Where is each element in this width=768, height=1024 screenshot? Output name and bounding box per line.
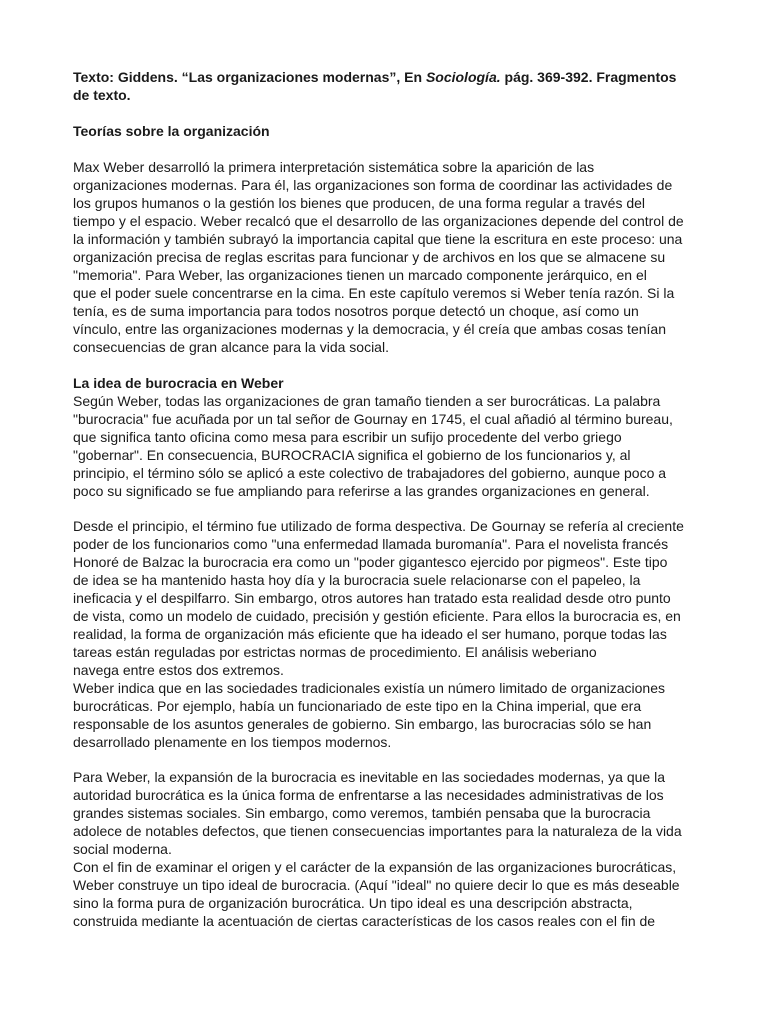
paragraph-line: realidad, la forma de organización más eficiente que ha ideado el ser humano, porque todas las [73, 626, 667, 642]
document-page [73, 68, 697, 930]
paragraph-expansion-burocracia [73, 768, 697, 930]
paragraph-line: Según Weber, todas las organizaciones de gran tamaño tienden a ser burocráticas. La palabra [73, 393, 661, 409]
paragraph-line: de vista, como un modelo de cuidado, precisión y gestión eficiente. Para ellos la burocracia es, en [73, 608, 681, 624]
paragraph-line: navega entre estos dos extremos. [73, 662, 284, 678]
paragraph-line: autoridad burocrática es la única forma de enfrentarse a las necesidades administrativas de los [73, 787, 664, 803]
paragraph-line: tenía, es de suma importancia para todos nosotros porque detectó un choque, así como un [73, 303, 639, 319]
paragraph-line: Max Weber desarrolló la primera interpretación sistemática sobre la aparición de las [73, 159, 595, 175]
title-prefix: Texto: Giddens. “Las organizaciones modernas”, En [73, 69, 426, 85]
title-line-1 [73, 68, 697, 86]
paragraph-line: desarrollado plenamente en los tiempos modernos. [73, 734, 392, 750]
paragraph-line: Para Weber, la expansión de la burocracia es inevitable en las sociedades modernas, ya que la [73, 769, 665, 785]
paragraph-line: organización precisa de reglas escritas para funcionar y de archivos en los que se almacene su [73, 249, 666, 265]
paragraph-line: poder de los funcionarios como "una enfermedad llamada buromanía". Para el novelista francés [73, 536, 669, 552]
document-title [73, 68, 697, 104]
paragraph-line: los grupos humanos o la gestión los bienes que producen, de una forma regular a través del [73, 195, 646, 211]
paragraph-line: la información y también subrayó la importancia capital que tiene la escritura en este proceso: una [73, 231, 683, 247]
paragraph-line: consecuencias de gran alcance para la vida social. [73, 339, 389, 355]
paragraph-line: que significa tanto oficina como mesa para escribir un sufijo procedente del verbo griego [73, 429, 622, 445]
paragraph-termino-despectivo [73, 517, 697, 751]
paragraph-line: organizaciones modernas. Para él, las organizaciones son forma de coordinar las actividades de [73, 177, 673, 193]
paragraph-line: "memoria". Para Weber, las organizaciones tienen un marcado componente jerárquico, en el [73, 267, 647, 283]
section-heading-teorias: Teorías sobre la organización [73, 123, 270, 139]
title-book-name: Sociología. [425, 69, 501, 85]
paragraph-line: grandes sistemas sociales. Sin embargo, como veremos, también pensaba que la burocracia [73, 805, 651, 821]
paragraph-line: burocráticas. Por ejemplo, había un funcionariado de este tipo en la China imperial, que era [73, 698, 642, 714]
paragraph-line: ineficacia y el despilfarro. Sin embargo, otros autores han tratado esta realidad desde otro punto [73, 590, 671, 606]
paragraph-line: Weber indica que en las sociedades tradicionales existía un número limitado de organizaciones [73, 680, 665, 696]
paragraph-line: Weber construye un tipo ideal de burocracia. (Aquí "ideal" no quiere decir lo que es más deseable [73, 877, 680, 893]
paragraph-line: que el poder suele concentrarse en la cima. En este capítulo veremos si Weber tenía razón. Si la [73, 285, 675, 301]
paragraph-line: adolece de notables defectos, que tienen consecuencias importantes para la naturaleza de la vida [73, 823, 682, 839]
paragraph-line: Desde el principio, el término fue utilizado de forma despectiva. De Gournay se refería al creciente [73, 518, 684, 534]
title-line-2: de texto. [73, 87, 131, 103]
paragraph-line: poco su significado se fue ampliando para referirse a las grandes organizaciones en general. [73, 483, 650, 499]
paragraph-line: tareas están reguladas por estrictas normas de procedimiento. El análisis weberiano [73, 644, 597, 660]
paragraph-line: Honoré de Balzac la burocracia era como un "poder gigantesco ejercido por pigmeos". Este tipo [73, 554, 668, 570]
paragraph-line: vínculo, entre las organizaciones modernas y la democracia, y él creía que ambas cosas tenían [73, 321, 666, 337]
paragraph-weber-intro [73, 158, 697, 356]
title-suffix: pág. 369-392. Fragmentos [500, 69, 677, 85]
section-heading-burocracia: La idea de burocracia en Weber [73, 375, 284, 391]
paragraph-line: social moderna. [73, 841, 172, 857]
paragraph-burocracia-origen [73, 392, 697, 500]
paragraph-line: principio, el término sólo se aplicó a este colectivo de trabajadores del gobierno, aunque poco a [73, 465, 667, 481]
paragraph-line: sino la forma pura de organización burocrática. Un tipo ideal es una descripción abstracta, [73, 895, 633, 911]
paragraph-line: tiempo y el espacio. Weber recalcó que el desarrollo de las organizaciones depende del control de [73, 213, 684, 229]
paragraph-line: Con el fin de examinar el origen y el carácter de la expansión de las organizaciones burocráticas, [73, 859, 677, 875]
paragraph-line: "gobernar". En consecuencia, BUROCRACIA significa el gobierno de los funcionarios y, al [73, 447, 631, 463]
paragraph-line: "burocracia" fue acuñada por un tal señor de Gournay en 1745, el cual añadió al término bureau, [73, 411, 673, 427]
paragraph-line: responsable de los asuntos generales de gobierno. Sin embargo, las burocracias sólo se han [73, 716, 652, 732]
paragraph-line: construida mediante la acentuación de ciertas características de los casos reales con el fin de [73, 913, 656, 929]
paragraph-line: de idea se ha mantenido hasta hoy día y la burocracia suele relacionarse con el papeleo, la [73, 572, 641, 588]
